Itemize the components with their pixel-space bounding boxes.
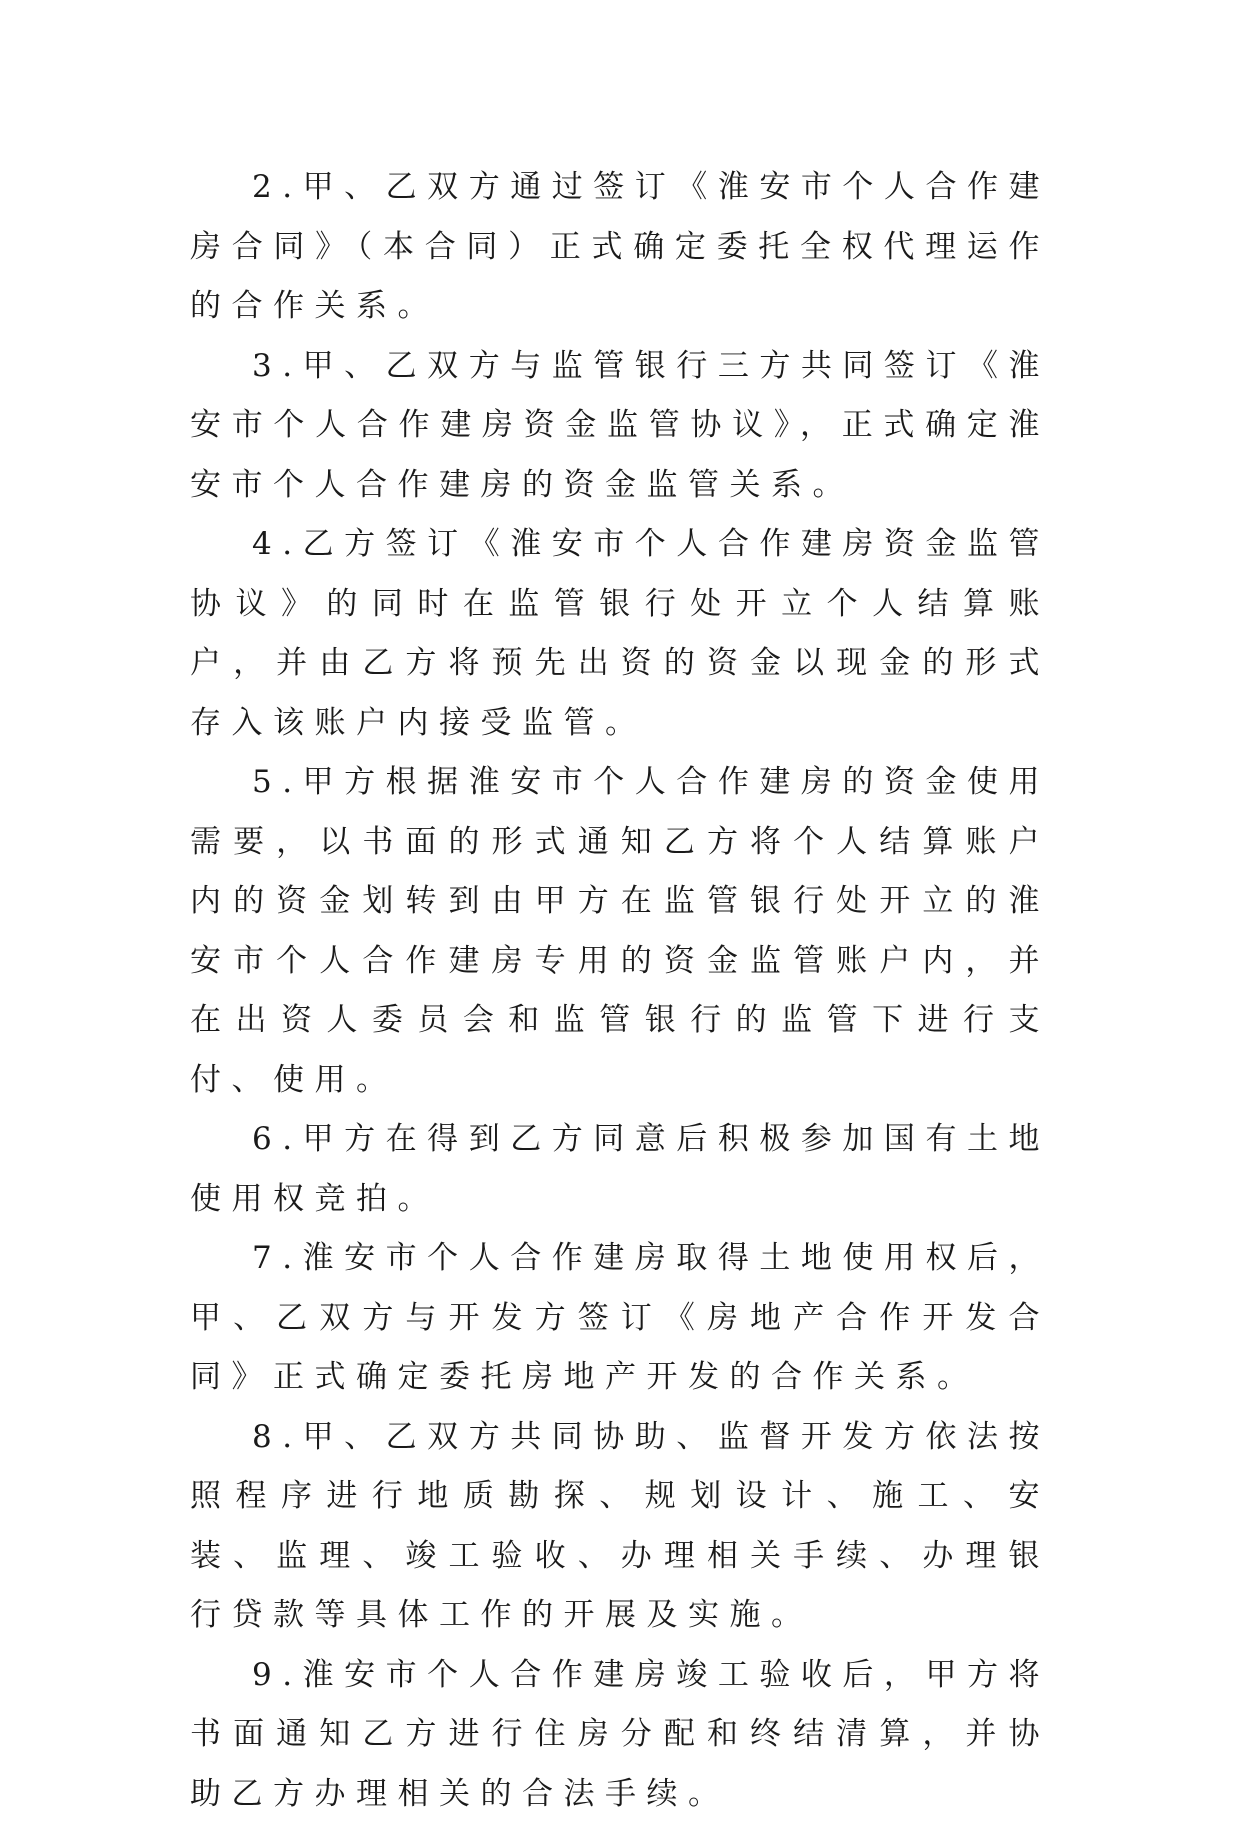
paragraph-2: 2.甲、乙双方通过签订《淮安市个人合作建房合同》（本合同）正式确定委托全权代理运作的合作关系。 — [190, 158, 1050, 337]
paragraph-5: 5.甲方根据淮安市个人合作建房的资金使用需要，以书面的形式通知乙方将个人结算账户内的资金划转到由甲方在监管银行处开立的淮安市个人合作建房专用的资金监管账户内，并在出资人委员会和监管银行的监管下进行支付、使用。 — [190, 753, 1050, 1110]
paragraph-7: 7.淮安市个人合作建房取得土地使用权后，甲、乙双方与开发方签订《房地产合作开发合同》正式确定委托房地产开发的合作关系。 — [190, 1229, 1050, 1408]
paragraph-3: 3.甲、乙双方与监管银行三方共同签订《淮安市个人合作建房资金监管协议》，正式确定淮安市个人合作建房的资金监管关系。 — [190, 337, 1050, 516]
paragraph-6: 6.甲方在得到乙方同意后积极参加国有土地使用权竞拍。 — [190, 1110, 1050, 1229]
paragraph-9: 9.淮安市个人合作建房竣工验收后，甲方将书面通知乙方进行住房分配和终结清算，并协助乙方办理相关的合法手续。 — [190, 1646, 1050, 1824]
paragraph-4: 4.乙方签订《淮安市个人合作建房资金监管协议》的同时在监管银行处开立个人结算账户，并由乙方将预先出资的资金以现金的形式存入该账户内接受监管。 — [190, 515, 1050, 753]
paragraph-8: 8.甲、乙双方共同协助、监督开发方依法按照程序进行地质勘探、规划设计、施工、安装、监理、竣工验收、办理相关手续、办理银行贷款等具体工作的开展及实施。 — [190, 1408, 1050, 1646]
document-body — [190, 158, 1050, 1824]
